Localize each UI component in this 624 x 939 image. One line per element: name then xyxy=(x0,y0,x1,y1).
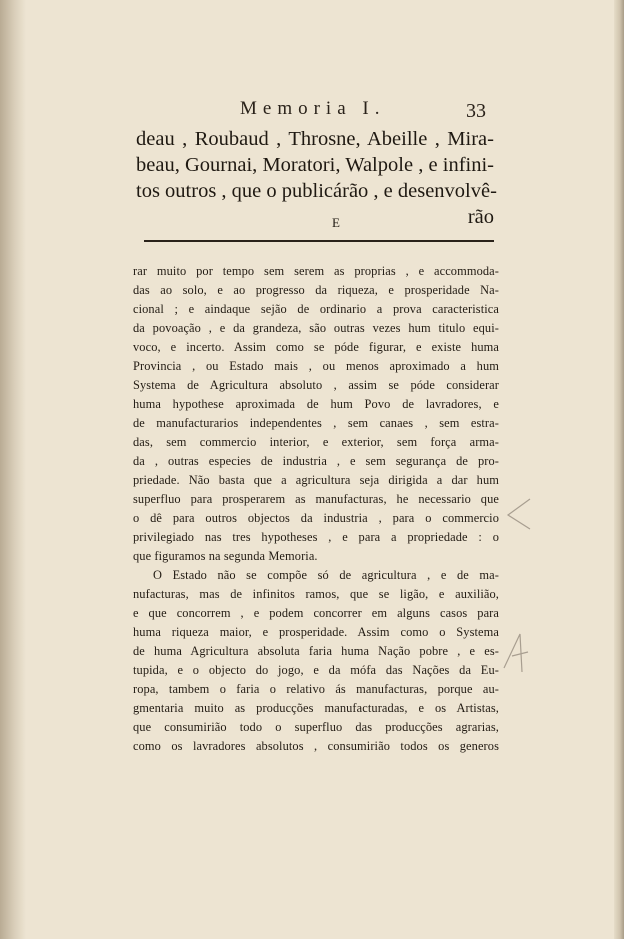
page-edge xyxy=(614,0,624,939)
text-line: Systema de Agricultura absoluto , assim se póde considerar xyxy=(133,378,499,392)
text-line: e que concorrem , e podem concorrer em alguns casos para xyxy=(133,606,499,620)
running-head: Memoria I. xyxy=(240,98,386,119)
text-line: cional ; e aindaque sejão de ordinario a prova caracteristica xyxy=(133,302,499,316)
signature-mark: E xyxy=(332,215,341,230)
page-number: 33 xyxy=(466,100,486,122)
page-gutter xyxy=(0,0,26,939)
text-line: que figuramos na segunda Memoria. xyxy=(133,549,318,563)
text-line: huma hypothese aproximada de hum Povo de lavradores, e xyxy=(133,397,499,411)
horizontal-rule xyxy=(144,240,494,242)
large-type-block xyxy=(136,126,497,230)
catchword: rão xyxy=(467,206,494,228)
text-line: Provincia , ou Estado mais , ou menos aproximado a hum xyxy=(133,359,499,373)
text-line: nufacturas, mas de infinitos ramos, que se ligão, e auxilião, xyxy=(133,587,499,601)
text-line: voco, e incerto. Assim como se póde figurar, e existe huma xyxy=(133,340,499,354)
text-line: das ao solo, e ao progresso da riqueza, e prosperidade Na- xyxy=(133,283,499,297)
text-line: como os lavradores absolutos , consumirião todos os generos xyxy=(133,739,499,753)
text-line: ropa, tambem o faria o relativo ás manufacturas, porque au- xyxy=(133,682,499,696)
text-line: rar muito por tempo sem serem as proprias , e accommoda- xyxy=(133,264,499,278)
catch-line xyxy=(136,204,494,230)
text-line: huma riqueza maior, e prosperidade. Assim como o Systema xyxy=(133,625,499,639)
page-header xyxy=(136,96,494,124)
text-line: superfluo para prosperarem as manufacturas, he necessario que xyxy=(133,492,499,506)
text-line: que consumirião todo o superfluo das producções agrarias, xyxy=(133,720,499,734)
text-line: gmentaria muito as producções manufacturadas, e os Artistas, xyxy=(133,701,499,715)
text-line: priedade. Não basta que a agricultura seja dirigida a dar hum xyxy=(133,473,499,487)
text-line: deau , Roubaud , Throsne, Abeille , Mira- xyxy=(136,128,494,150)
text-line: de manufacturarios independentes , sem canaes , sem estra- xyxy=(133,416,499,430)
text-line: beau, Gournai, Moratori, Walpole , e infini- xyxy=(136,154,494,176)
text-line: da povoação , e da grandeza, são outras vezes hum titulo equi- xyxy=(133,321,499,335)
text-line: de huma Agricultura absoluta faria huma Nação pobre , e es- xyxy=(133,644,499,658)
text-line: tos outros , que o publicárão , e desenvolvê- xyxy=(136,180,497,202)
pencil-number-icon xyxy=(498,628,538,678)
text-line: tupida, e o objecto do jogo, e da mófa das Nações da Eu- xyxy=(133,663,499,677)
text-line: privilegiado nas tres hypotheses , e para a propriedade : o xyxy=(133,530,499,544)
text-line: da , outras especies de industria , e sem segurança de pro- xyxy=(133,454,499,468)
text-line: o dê para outros objectos da industria , para o commercio xyxy=(133,511,499,525)
main-text xyxy=(133,262,499,756)
text-line: O Estado não se compõe só de agricultura , e de ma- xyxy=(153,568,499,582)
text-line: das, sem commercio interior, e exterior, sem força arma- xyxy=(133,435,499,449)
pencil-mark-icon xyxy=(500,495,540,535)
